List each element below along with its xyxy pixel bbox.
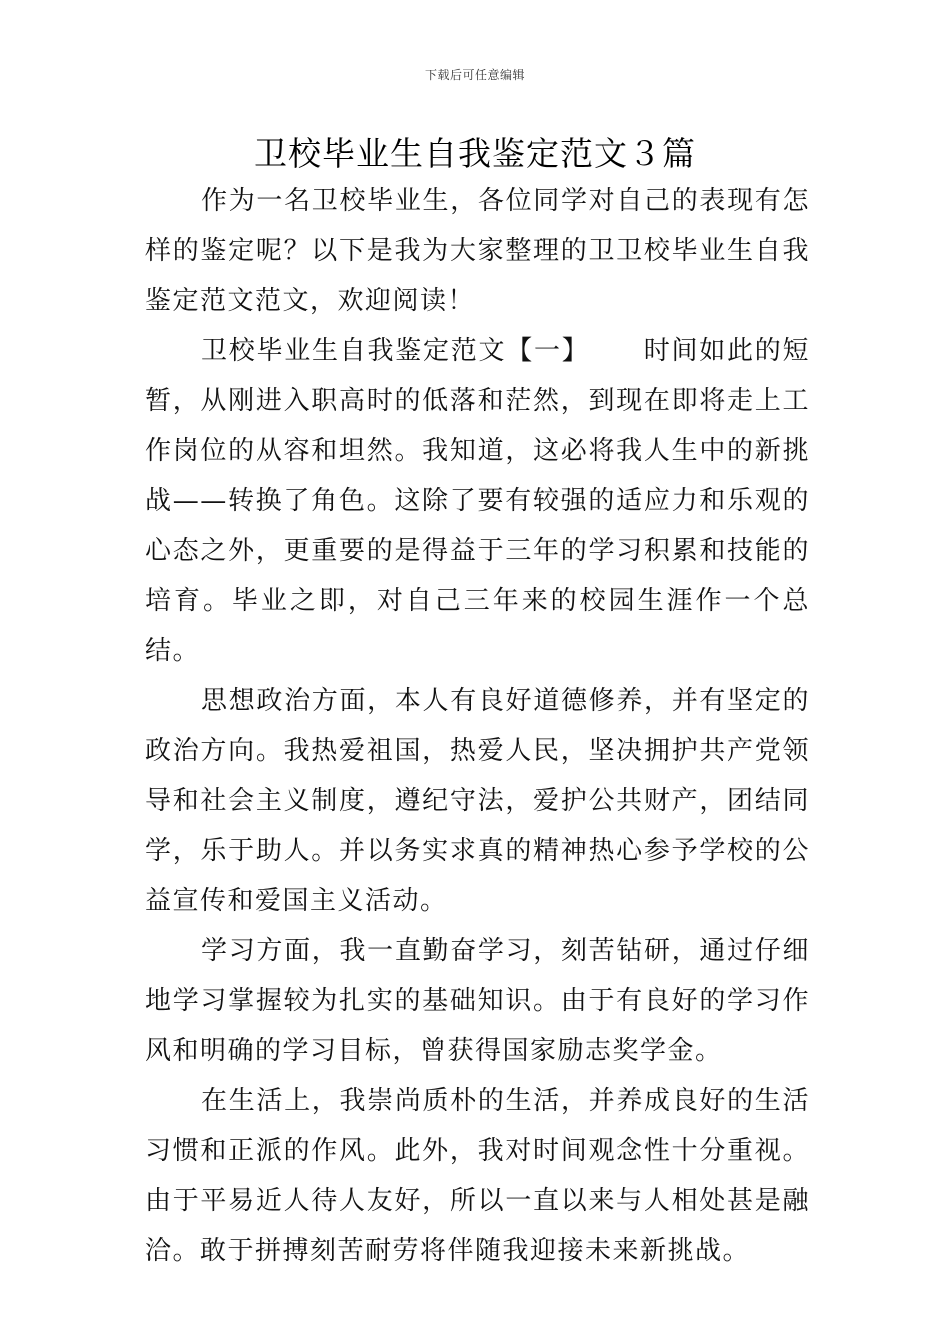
section-one-paragraph [145, 326, 810, 676]
section-one-text: 时间如此的短暂，从刚进入职高时的低落和茫然，到现在即将走上工作岗位的从容和坦然。我知道，这必将我人生中的新挑战——转换了角色。这除了要有较强的适应力和乐观的心态之外，更重要的是得益于三年的学习积累和技能的培育。毕业之即，对自己三年来的校园生涯作一个总结。 [145, 336, 810, 666]
intro-paragraph: 作为一名卫校毕业生，各位同学对自己的表现有怎样的鉴定呢？以下是我为大家整理的卫卫校毕业生自我鉴定范文范文，欢迎阅读！ [145, 186, 810, 316]
politics-paragraph: 思想政治方面，本人有良好道德修养，并有坚定的政治方向。我热爱祖国，热爱人民，坚决拥护共产党领导和社会主义制度，遵纪守法，爱护公共财产，团结同学，乐于助人。并以务实求真的精神热心参予学校的公益宣传和爱国主义活动。 [145, 686, 810, 916]
study-paragraph: 学习方面，我一直勤奋学习，刻苦钻研，通过仔细地学习掌握较为扎实的基础知识。由于有良好的学习作风和明确的学习目标，曾获得国家励志奖学金。 [145, 936, 810, 1066]
header-note: 下载后可任意编辑 [424, 68, 525, 82]
document-body [145, 176, 810, 1276]
life-paragraph: 在生活上，我崇尚质朴的生活，并养成良好的生活习惯和正派的作风。此外，我对时间观念性十分重视。由于平易近人待人友好，所以一直以来与人相处甚是融洽。敢于拼搏刻苦耐劳将伴随我迎接未来新挑战。 [145, 1086, 810, 1266]
section-one-heading: 卫校毕业生自我鉴定范文【一】 [201, 336, 590, 366]
document-title: 卫校毕业生自我鉴定范文３篇 [254, 134, 696, 173]
